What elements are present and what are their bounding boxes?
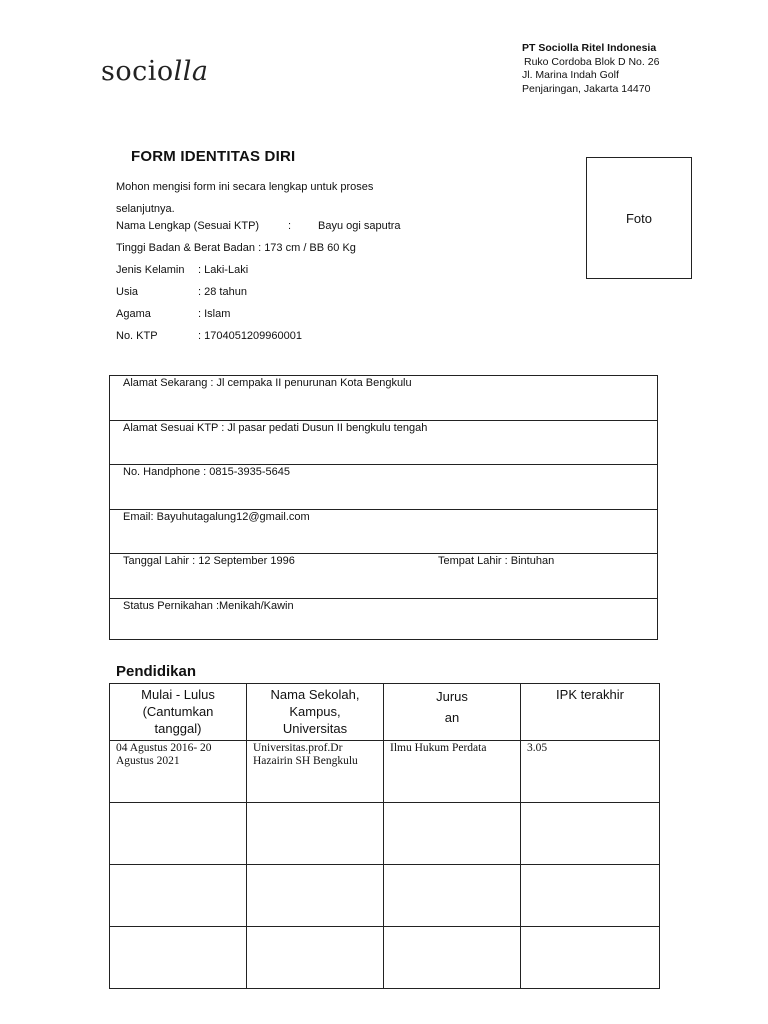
- ktp-label: No. KTP: [116, 330, 158, 342]
- field-nama: [116, 220, 401, 232]
- email-text: Email: Bayuhutagalung12@gmail.com: [123, 510, 310, 523]
- table-row: [110, 865, 660, 927]
- education-table: [109, 683, 660, 989]
- intro-line2: selanjutnya.: [116, 203, 175, 215]
- company-address-line1: Ruko Cordoba Blok D No. 26: [524, 55, 660, 68]
- ktp-value: : 1704051209960001: [198, 330, 302, 342]
- tanggal-lahir-text: Tanggal Lahir : 12 September 1996: [123, 555, 295, 567]
- company-address: [522, 42, 659, 96]
- status-text: Status Pernikahan :Menikah/Kawin: [123, 599, 294, 612]
- photo-box: [586, 157, 692, 279]
- education-header-row: [110, 684, 660, 741]
- cell-gpa: [521, 865, 660, 927]
- header-col1-line2: (Cantumkan: [142, 704, 214, 719]
- nama-value: Bayu ogi saputra: [318, 220, 401, 232]
- cell-school: Universitas.prof.Dr Hazairin SH Bengkulu: [247, 741, 384, 803]
- field-tinggi-berat: Tinggi Badan & Berat Badan : 173 cm / BB 60 Kg: [116, 242, 356, 254]
- nama-separator: :: [288, 220, 292, 232]
- usia-value: : 28 tahun: [198, 286, 247, 298]
- cell-gpa: 3.05: [521, 741, 660, 803]
- table-row: [110, 803, 660, 865]
- cell-major: [384, 927, 521, 989]
- address-box: [109, 375, 658, 640]
- header-col2-line3: Universitas: [282, 721, 348, 736]
- cell-school: [247, 927, 384, 989]
- nama-label: Nama Lengkap (Sesuai KTP): [116, 220, 260, 232]
- row-alamat-sekarang: [110, 376, 657, 421]
- alamat-ktp-text: Alamat Sesuai KTP : Jl pasar pedati Dusun II bengkulu tengah: [123, 421, 428, 434]
- table-row: [110, 927, 660, 989]
- header-col2-line1: Nama Sekolah,: [270, 687, 360, 702]
- row-alamat-ktp: [110, 421, 657, 466]
- tempat-lahir-text: Tempat Lahir : Bintuhan: [438, 555, 555, 567]
- company-address-line3: Penjaringan, Jakarta 14470: [522, 82, 651, 95]
- cell-major: Ilmu Hukum Perdata: [384, 741, 521, 803]
- photo-label: Foto: [625, 210, 652, 226]
- agama-value: : Islam: [198, 308, 231, 320]
- jk-label: Jenis Kelamin: [116, 264, 185, 276]
- header-jurusan: [384, 684, 521, 741]
- header-nama-sekolah: [247, 684, 384, 741]
- education-title: Pendidikan: [116, 663, 197, 680]
- table-row: [110, 741, 660, 803]
- header-col3-line1: Jurus: [436, 689, 468, 704]
- cell-school: [247, 865, 384, 927]
- logo-text-main: socio: [101, 56, 174, 87]
- header-ipk: [521, 684, 660, 741]
- row-status: [110, 599, 657, 644]
- form-intro: [116, 176, 416, 220]
- cell-period: [110, 803, 247, 865]
- header-col1-line1: Mulai - Lulus: [141, 687, 215, 702]
- row-lahir: [110, 554, 657, 599]
- field-jenis-kelamin: [116, 264, 248, 276]
- cell-major: [384, 803, 521, 865]
- header-col4: IPK terakhir: [556, 687, 624, 702]
- form-title: FORM IDENTITAS DIRI: [131, 148, 296, 165]
- alamat-sekarang-text: Alamat Sekarang : Jl cempaka II penurunan Kota Bengkulu: [123, 377, 412, 389]
- company-name: PT Sociolla Ritel Indonesia: [522, 42, 657, 54]
- header-mulai-lulus: [110, 684, 247, 741]
- field-agama: [116, 308, 230, 320]
- cell-period: 04 Agustus 2016- 20 Agustus 2021: [110, 741, 247, 803]
- row-handphone: [110, 465, 657, 510]
- field-usia: [116, 286, 247, 298]
- jk-value: : Laki-Laki: [198, 264, 249, 276]
- header-col1-line3: tanggal): [154, 721, 202, 736]
- cell-period: [110, 927, 247, 989]
- company-address-line2: Jl. Marina Indah Golf: [522, 69, 619, 81]
- intro-line1: Mohon mengisi form ini secara lengkap untuk proses: [116, 181, 374, 193]
- header-col3-line2: an: [444, 710, 460, 725]
- cell-gpa: [521, 803, 660, 865]
- usia-label: Usia: [116, 286, 139, 298]
- agama-label: Agama: [116, 308, 151, 320]
- cell-school: [247, 803, 384, 865]
- row-email: [110, 510, 657, 555]
- cell-period: [110, 865, 247, 927]
- header-col2-line2: Kampus,: [289, 704, 341, 719]
- cell-gpa: [521, 927, 660, 989]
- cell-major: [384, 865, 521, 927]
- logo-text-tail: lla: [173, 56, 209, 87]
- sociolla-logo: [101, 56, 209, 87]
- handphone-text: No. Handphone : 0815-3935-5645: [123, 466, 290, 478]
- field-no-ktp: [116, 330, 302, 342]
